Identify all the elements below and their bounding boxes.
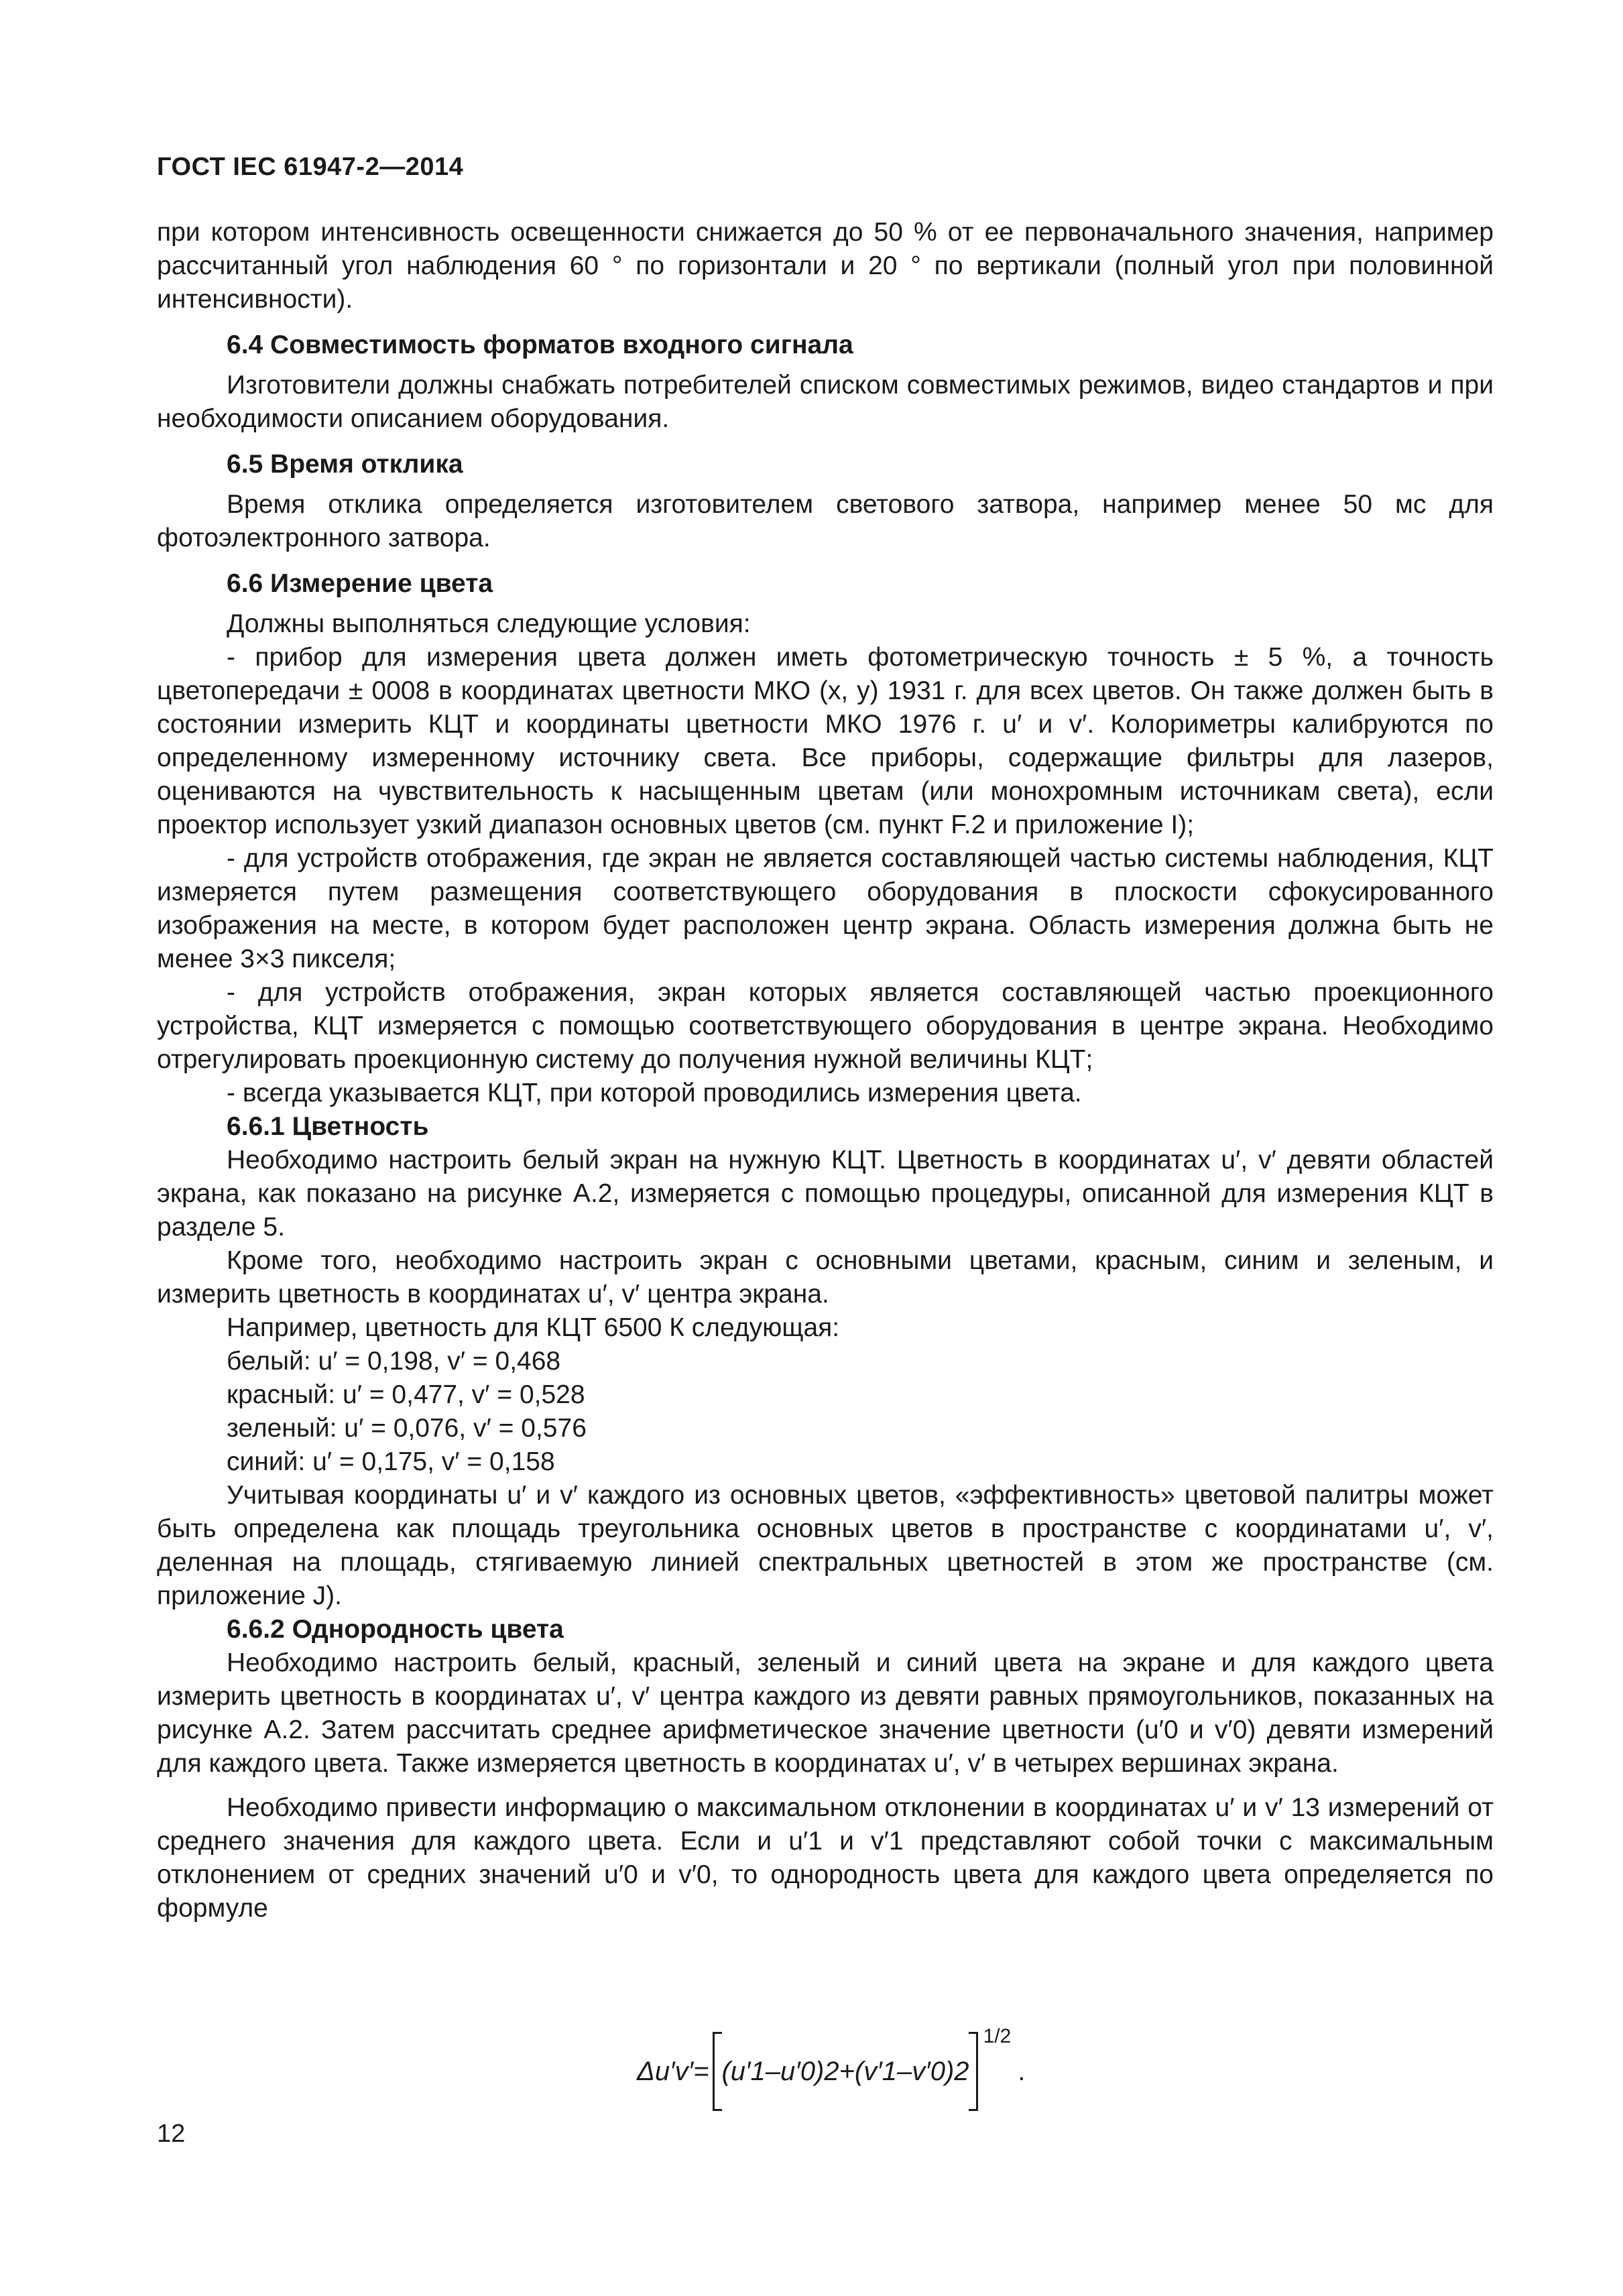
list-item-cct-indication: - всегда указывается КЦТ, при которой проводились измерения цвета. [227, 1079, 1082, 1107]
section-heading-6-6-2: 6.6.2 Однородность цвета [227, 1615, 564, 1644]
formula-bracket [713, 2032, 977, 2111]
section-heading-6-6-1: 6.6.1 Цветность [227, 1112, 429, 1141]
paragraph-6-6-2-b: Необходимо привести информацию о максимальном отклонении в координатах u′ и v′ 13 измерений от среднего значения для каждого цвета. Если и u′1 и v′1 представляют собой точки с максимальным отклонением от средних значений u′0 и v′0, то однородность цвета для каждого цвета определяется по формуле [157, 1793, 1494, 1923]
formula-exponent: 1/2 [983, 2025, 1012, 2047]
paragraph-6-6-1-d: Учитывая координаты u′ и v′ каждого из основных цветов, «эффективность» цветовой палитры может быть определена как площадь треугольника основных цветов в пространстве с координатами u′, v′, деленная на площадь, стягиваемую линией спектральных цветностей в этом же пространстве (см. приложение J). [157, 1481, 1494, 1610]
uniformity-formula [637, 2025, 1026, 2112]
formula-lhs: Δu′v′= [637, 2056, 709, 2086]
value-green: зеленый: u′ = 0,076, v′ = 0,576 [227, 1414, 587, 1443]
paragraph-6-6-1-c: Например, цветность для КЦТ 6500 К следующая: [227, 1313, 840, 1342]
formula-end: . [1018, 2056, 1026, 2086]
list-item-display-devices: - для устройств отображения, где экран не является составляющей частью системы наблюдения, КЦТ измеряется путем размещения соответствующего оборудования в плоскости сфокусированного изображения на месте, в котором будет расположен центр экрана. Область измерения должна быть не менее 3×3 пикселя; [157, 844, 1494, 973]
paragraph-6-6-1-a: Необходимо настроить белый экран на нужную КЦТ. Цветность в координатах u′, v′ девяти областей экрана, как показано на рисунке А.2, измеряется с помощью процедуры, описанной для измерения КЦТ в разделе 5. [157, 1146, 1494, 1242]
section-heading-6-4: 6.4 Совместимость форматов входного сигнала [227, 330, 853, 359]
value-red: красный: u′ = 0,477, v′ = 0,528 [227, 1380, 585, 1409]
page-number: 12 [157, 2120, 186, 2148]
list-item-projection-devices: - для устройств отображения, экран которых является составляющей частью проекционного устройства, КЦТ измеряется с помощью соответствующего оборудования в центре экрана. Необходимо отрегулировать проекционную систему до получения нужной величины КЦТ; [157, 978, 1494, 1074]
value-white: белый: u′ = 0,198, v′ = 0,468 [227, 1347, 561, 1376]
section-heading-6-5: 6.5 Время отклика [227, 450, 463, 479]
document-body [157, 216, 1494, 1925]
paragraph-6-6-1-b: Кроме того, необходимо настроить экран с основными цветами, красным, синим и зеленым, и измерить цветность в координатах u′, v′ центра экрана. [157, 1246, 1494, 1309]
paragraph-6-6-2-a: Необходимо настроить белый, красный, зеленый и синий цвета на экране и для каждого цвета измерить цветность в координатах u′, v′ центра каждого из девяти равных прямоугольников, показанных на рисунке А.2. Затем рассчитать среднее арифметическое значение цветности (u′0 и v′0) девяти измерений для каждого цвета. Также измеряется цветность в координатах u′, v′ в четырех вершинах экрана. [157, 1648, 1494, 1778]
paragraph-6-5: Время отклика определяется изготовителем светового затвора, например менее 50 мс для фотоэлектронного затвора. [157, 490, 1494, 552]
document-code-header: ГОСТ IEC 61947-2—2014 [157, 153, 464, 181]
paragraph-continuation: при котором интенсивность освещенности снижается до 50 % от ее первоначального значения, например рассчитанный угол наблюдения 60 ° по горизонтали и 20 ° по вертикали (полный угол при половинной интенсивности). [157, 218, 1494, 314]
section-heading-6-6: 6.6 Измерение цвета [227, 569, 493, 598]
value-blue: синий: u′ = 0,175, v′ = 0,158 [227, 1447, 555, 1476]
formula-body: (u′1–u′0)2+(v′1–v′0)2 [721, 2056, 969, 2086]
paragraph-6-4: Изготовители должны снабжать потребителей списком совместимых режимов, видео стандартов и при необходимости описанием оборудования. [157, 371, 1494, 433]
list-item-instrument: - прибор для измерения цвета должен иметь фотометрическую точность ± 5 %, а точность цветопередачи ± 0008 в координатах цветности МКО (x, y) 1931 г. для всех цветов. Он также должен быть в состоянии измерить КЦТ и координаты цветности МКО 1976 г. u′ и v′. Колориметры калибруются по определенному измеренному источнику света. Все приборы, содержащие фильтры для лазеров, оцениваются на чувствительность к насыщенным цветам (или монохромным источникам света), если проектор использует узкий диапазон основных цветов (см. пункт F.2 и приложение I); [157, 643, 1494, 839]
paragraph-6-6-intro: Должны выполняться следующие условия: [227, 609, 751, 638]
